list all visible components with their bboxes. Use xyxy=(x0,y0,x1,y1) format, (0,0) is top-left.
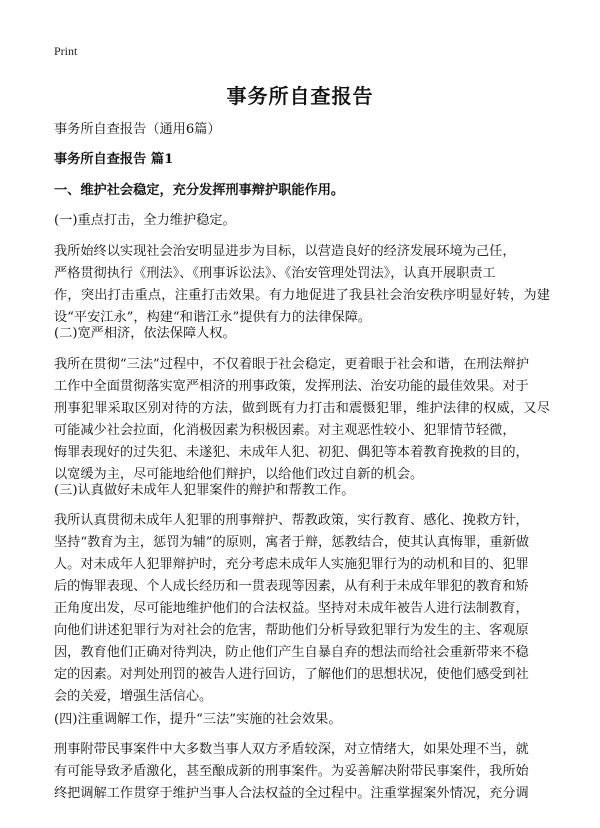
paragraph-1-line: 严格贯彻执行《刑法》、《刑事诉讼法》、《治安管理处罚法》，认真开展职责工 xyxy=(54,266,496,281)
paragraph-3-line: 因，教育他们正确对待判决，防止他们产生自暴自弃的想法而给社会重新带来不稳 xyxy=(54,645,529,660)
subheading-2: (二)宽严相济，依法保障人权。 xyxy=(54,326,236,341)
paragraph-4-line: 终把调解工作贯穿于维护当事人合法权益的全过程中。注重掌握案外情况，充分调 xyxy=(54,786,529,801)
paragraph-2-line: 我所在贯彻“三法”过程中，不仅着眼于社会稳定，更着眼于社会和谐，在刑法辩护 xyxy=(54,357,530,372)
paragraph-2 xyxy=(54,354,550,486)
paragraph-3-line: 后的悔罪表现、个人成长经历和一贯表现等因素，从有利于未成年罪犯的教育和矫 xyxy=(54,579,529,594)
paragraph-3 xyxy=(54,510,550,708)
paragraph-2-line: 工作中全面贯彻落实宽严相济的刑事政策，发挥刑法、治安功能的最佳效果。对于 xyxy=(54,379,529,394)
paragraph-4-line: 刑事附带民事案件中大多数当事人双方矛盾较深，对立情绪大，如果处理不当，就 xyxy=(54,742,529,757)
paragraph-2-line: 悔罪表现好的过失犯、未遂犯、未成年人犯、初犯、偶犯等本着教育挽救的目的， xyxy=(54,445,529,460)
article-heading: 事务所自查报告 篇1 xyxy=(54,152,174,167)
paragraph-1 xyxy=(54,241,550,329)
paragraph-1-line: 我所始终以实现社会治安明显进步为目标，以营造良好的经济发展环境为己任， xyxy=(54,244,516,259)
paragraph-4-line: 有可能导致矛盾激化，甚至酿成新的刑事案件。为妥善解决附带民事案件，我所始 xyxy=(54,764,529,779)
subheading-3: (三)认真做好未成年人犯罪案件的辩护和帮教工作。 xyxy=(54,483,355,498)
subheading-1: (一)重点打击，全力维护稳定。 xyxy=(54,213,236,228)
paragraph-3-line: 我所认真贯彻未成年人犯罪的刑事辩护、帮教政策，实行教育、感化、挽救方针， xyxy=(54,513,529,528)
page-title: 事务所自查报告 xyxy=(226,84,374,108)
subheading-4: (四)注重调解工作，提升“三法”实施的社会效果。 xyxy=(54,712,342,727)
paragraph-3-line: 正角度出发，尽可能地维护他们的合法权益。坚持对未成年被告人进行法制教育， xyxy=(54,601,529,616)
print-link[interactable]: Print xyxy=(54,44,78,58)
section-heading: 一、维护社会稳定，充分发挥刑事辩护职能作用。 xyxy=(54,183,345,198)
subtitle: 事务所自查报告（通用6篇） xyxy=(54,122,221,137)
paragraph-2-line: 以宽缓为主，尽可能地给他们辩护，以给他们改过自新的机会。 xyxy=(54,467,424,482)
paragraph-4 xyxy=(54,739,550,805)
paragraph-2-line: 刑事犯罪采取区别对待的方法，做到既有力打击和震慑犯罪，维护法律的权威，又尽可能减少社会拉面，化消极因素为积极因素。对主观恶性较小、犯罪情节轻微， xyxy=(54,401,550,438)
paragraph-3-line: 会的关爱，增强生活信心。 xyxy=(54,689,213,704)
paragraph-3-line: 向他们讲述犯罪行为对社会的危害，帮助他们分析导致犯罪行为发生的主、客观原 xyxy=(54,623,529,638)
paragraph-3-line: 人。对未成年人犯罪辩护时，充分考虑未成年人实施犯罪行为的动机和目的、犯罪 xyxy=(54,557,529,572)
paragraph-3-line: 定的因素。对判处刑罚的被告人进行回访，了解他们的思想状况，使他们感受到社 xyxy=(54,667,529,682)
paragraph-1-line: 作，突出打击重点，注重打击效果。有力地促进了我县社会治安秩序明显好转，为建设“平安江永”，构建“和谐江永”提供有力的法律保障。 xyxy=(54,288,550,325)
paragraph-3-line: 坚持“教育为主，惩罚为辅”的原则，寓者于辩，惩教结合，使其认真悔罪，重新做 xyxy=(54,535,530,550)
